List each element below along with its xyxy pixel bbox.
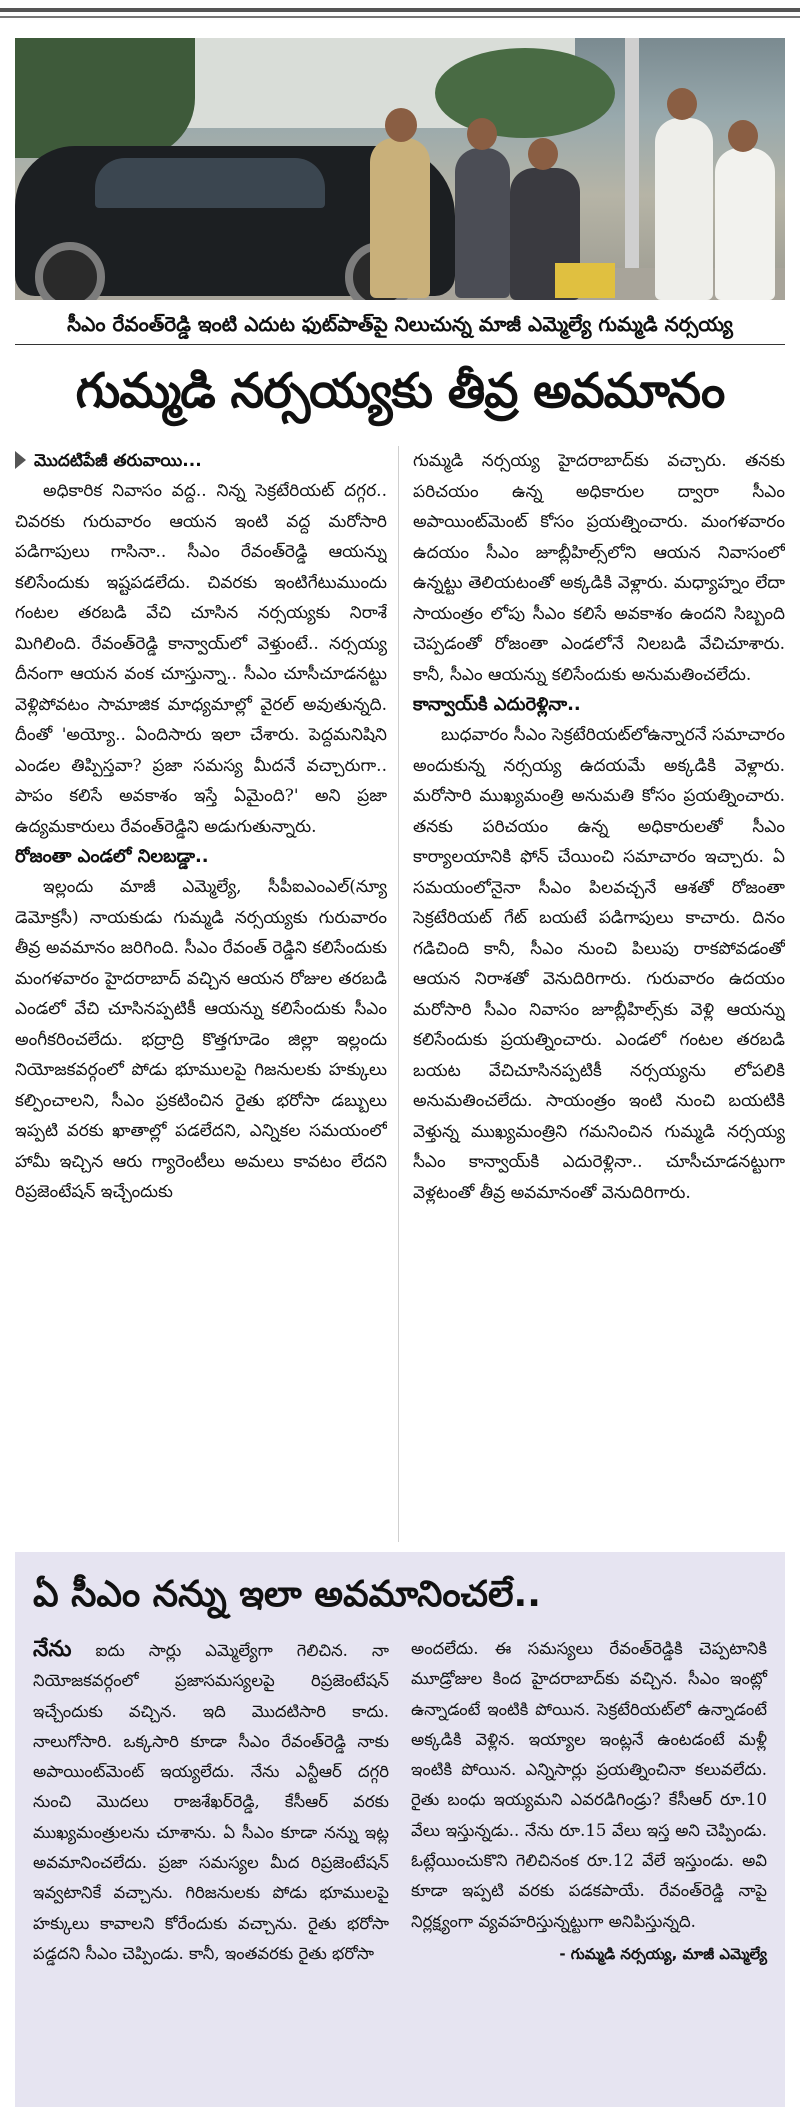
continued-note: మొదటిపేజీ తరువాయి... <box>15 446 387 476</box>
signature: - గుమ్మడి నర్సయ్య, మాజీ ఎమ్మెల్యే <box>559 1944 767 1963</box>
article-body <box>15 446 785 1542</box>
paragraph: బుధవారం సీఎం సెక్రటేరియట్‌లోఉన్నారనే సమాచారం అందుకున్న నర్సయ్య ఉదయమే అక్కడికి వెళ్లారు. మరోసారి ముఖ్యమంత్రి అనుమతి కోసం ప్రయత్నించారు. తనకు పరిచయం ఉన్న అధికారులతో సీఎం కార్యాలయానికి ఫోన్‌ చేయించి సమాచారం ఇచ్చారు. ఏ సమయంలోనైనా సీఎం పిలవచ్చనే ఆశతో రోజంతా సెక్రటేరియట్‌ గేట్‌ బయటే పడిగాపులు కాచారు. దినం గడిచింది కానీ, సీఎం నుంచి పిలుపు రాకపోవడంతో ఆయన నిరాశతో వెనుదిరిగారు. గురువారం ఉదయం మరోసారి సీఎం నివాసం జూబ్లీహిల్స్‌కు వెళ్లి ఆయన్ను కలిసేందుకు ప్రయత్నించారు. ఎండలో గంటల తరబడి బయట వేచిచూసినప్పటికీ నర్సయ్యను లోపలికి అనుమతించలేదు. సాయంత్రం ఇంటి నుంచి బయటికి వెళ్తున్న ముఖ్యమంత్రిని గమనించిన గుమ్మడి నర్సయ్య సీఎం కాన్వాయ్‌కి ఎదురెళ్లినా.. చూసీచూడనట్టుగా వెళ్లటంతో తీవ్ర అవమానంతో వెనుదిరిగారు. <box>413 725 785 1203</box>
box-title: ఏ సీఎం నన్ను ఇలా అవమానించలే.. <box>33 1574 541 1615</box>
box-column-1 <box>33 1634 389 1969</box>
photo-caption: సీఎం రేవంత్‌రెడ్డి ఇంటి ఎదుట ఫుట్‌పాత్‌పై నిలుచున్న మాజీ ఎమ్మెల్యే గుమ్మడి నర్సయ్య <box>15 304 785 345</box>
paragraph: ఇల్లందు మాజీ ఎమ్మెల్యే, సీపీఐఎంఎల్‌(న్యూ డెమోక్రసీ) నాయకుడు గుమ్మడి నర్సయ్యకు గురువారం తీవ్ర అవమానం జరిగింది. సీఎం రేవంత్‌ రెడ్డిని కలిసేందుకు మంగళవారం హైదరాబాద్‌ వచ్చిన ఆయన రోజుల తరబడి ఎండలో వేచి చూసినప్పటికీ ఆయన్ను కలిసేందుకు సీఎం అంగీకరించలేదు. భద్రాద్రి కొత్తగూడెం జిల్లా ఇల్లందు నియోజకవర్గంలో పోడు భూములపై గిజనులకు హక్కులు కల్పించాలని, సీఎం ప్రకటించిన రైతు భరోసా డబ్బులు ఇప్పటి వరకు ఖాతాల్లో పడలేదని, ఎన్నికల సమయంలో హామీ ఇచ్చిన ఆరు గ్యారెంటీలు అమలు కావటం లేదని రిప్రజెంటేషన్‌ ఇచ్చేందుకు <box>15 877 387 1202</box>
arrow-right-icon <box>15 451 26 469</box>
quote-box <box>15 1552 785 2107</box>
lead-word: నేను <box>33 1636 72 1662</box>
box-column-2 <box>411 1634 767 1969</box>
paragraph: అధికారిక నివాసం వద్ద.. నిన్న సెక్రటేరియట్‌ దగ్గర.. చివరకు గురువారం ఆయన ఇంటి వద్ద మరోసారి పడిగాపులు గాసినా.. సీఎం రేవంత్‌రెడ్డి ఆయన్ను కలిసేందుకు ఇష్టపడలేదు. చివరకు ఇంటిగేటుముందు గంటల తరబడి వేచి చూసిన నర్సయ్యకు నిరాశే మిగిలింది. రేవంత్‌రెడ్డి కాన్వాయ్‌లో వెళ్తుంటే.. నర్సయ్య దీనంగా ఆయన వంక చూస్తున్నా.. సీఎం చూసీచూడనట్టు వెళ్లిపోవటం సామాజిక మాధ్యమాల్లో వైరల్‌ అవుతున్నది. దీంతో 'అయ్యో.. ఏందిసారు ఇలా చేశారు. పెద్దమనిషిని ఎండల తిప్పిస్తవా? ప్రజా సమస్య మీదనే వచ్చారుగా.. పాపం కలిసే అవకాశం ఇస్తే ఏమైంది?' అని ప్రజా ఉద్యమకారులు రేవంత్‌రెడ్డిని అడుగుతున్నారు. <box>15 481 387 837</box>
box-text: ఐదు సార్లు ఎమ్మెల్యేగా గెలిచిన. నా నియోజకవర్గంలో ప్రజాసమస్యలపై రిప్రజెంటేషన్‌ ఇచ్చేందుకు వచ్చిన. ఇది మొదటిసారి కాదు. నాలుగోసారి. ఒక్కసారి కూడా సీఎం రేవంత్‌రెడ్డి నాకు అపాయింట్‌మెంట్‌ ఇయ్యలేదు. నేను ఎన్టీఆర్‌ దగ్గరి నుంచి మొదలు రాజశేఖర్‌రెడ్డి, కేసీఆర్‌ వరకు ముఖ్యమంత్రులను చూశాను. ఏ సీఎం కూడా నన్ను ఇట్ల అవమానించలేదు. ప్రజా సమస్యల మీద రిప్రజెంటేషన్‌ ఇవ్వటానికే వచ్చాను. గిరిజనులకు పోడు భూములపై హక్కులు కావాలని కోరేందుకు వచ్చాను. రైతు భరోసా పడ్డదని సీఎం చెప్పిండు. కానీ, ఇంతవరకు రైతు భరోసా <box>33 1641 390 1963</box>
article-column-2 <box>413 446 785 1542</box>
subhead: కాన్వాయ్‌కి ఎదురెళ్లినా.. <box>413 694 581 715</box>
subhead: రోజంతా ఎండలో నిలబడ్డా.. <box>15 846 209 867</box>
box-text: అందలేదు. ఈ సమస్యలు రేవంత్‌రెడ్డికి చెప్పటానికి మూడ్రోజుల కింద హైదరాబాద్‌కు వచ్చిన. సీఎం ఇంట్లో ఉన్నాడంటే ఇంటికి పోయిన. సెక్రటేరియట్‌లో ఉన్నాడంటే అక్కడికి వెళ్లిన. ఇయ్యాల ఇంట్లనే ఉంటడంటే మళ్లీ ఇంటికి పోయిన. ఎన్నిసార్లు ప్రయత్నించినా కలువలేదు. రైతు బంధు ఇయ్యమని ఎవరడిగిండ్రు? కేసీఆర్‌ రూ.10 వేలు ఇస్తున్నడు.. నేను రూ.15 వేలు ఇస్త అని చెప్పిండు. ఓట్లేయించుకొని గెలిచినంక రూ.12 వేలే ఇస్తుండు. అవి కూడా ఇప్పటి వరకు పడకపాయే. రేవంత్‌రెడ్డి నాపై నిర్లక్ష్యంగా వ్యవహరిస్తున్నట్టుగా అనిపిస్తున్నది. <box>411 1639 767 1931</box>
article-column-1 <box>15 446 387 1542</box>
top-rule <box>0 8 800 22</box>
news-photo <box>15 38 785 300</box>
paragraph: గుమ్మడి నర్సయ్య హైదరాబాద్‌కు వచ్చారు. తనకు పరిచయం ఉన్న అధికారుల ద్వారా సీఎం అపాయింట్‌మెంట్‌ కోసం ప్రయత్నించారు. మంగళవారం ఉదయం సీఎం జూబ్లీహిల్స్‌లోని ఆయన నివాసంలో ఉన్నట్టు తెలియటంతో అక్కడికి వెళ్లారు. మధ్యాహ్నం లేదా సాయంత్రం లోపు సీఎం కలిసే అవకాశం ఉందని సిబ్బంది చెప్పడంతో రోజంతా ఎండలోనే నిలబడి వేచిచూశారు. కానీ, సీఎం ఆయన్ను కలిసేందుకు అనుమతించలేదు. <box>413 451 785 685</box>
headline: గుమ్మడి నర్సయ్యకు తీవ్ర అవమానం <box>75 363 725 419</box>
